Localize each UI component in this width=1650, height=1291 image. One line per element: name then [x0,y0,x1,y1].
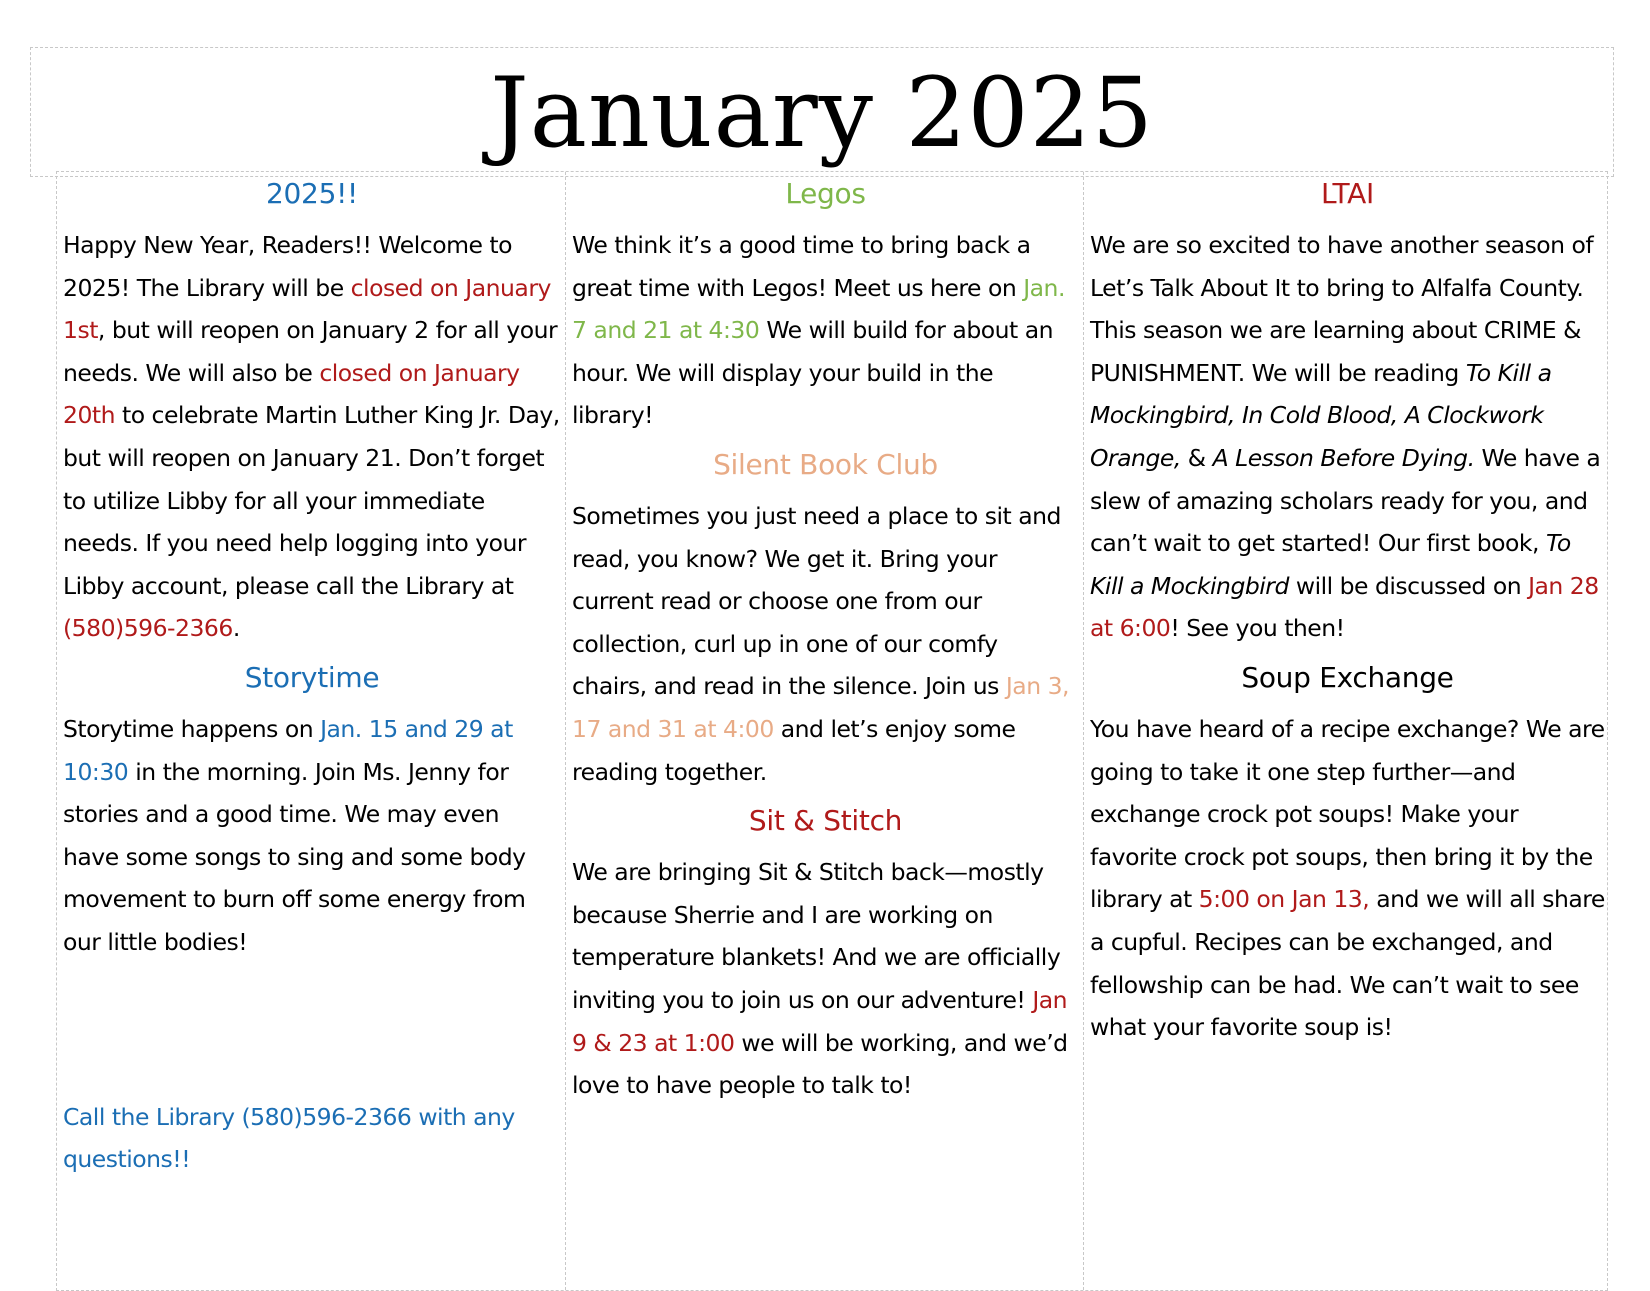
call-library-note: Call the Library (580)596-2366 with any questions!! [63,1102,515,1174]
storytime-paragraph: Storytime happens on Jan. 15 and 29 at 10:30 in the morning. Join Ms. Jenny for stories and a good time. We may even have some songs to sing and some body movement to burn off some energy from our little bodies! [63,714,526,956]
title-box [30,47,1614,177]
library-phone: (580)596-2366 [63,614,233,643]
heading-ltai: LTAI [1321,177,1374,210]
page-title: January 2025 [490,57,1154,169]
heading-storytime: Storytime [244,660,380,694]
heading-soup-exchange: Soup Exchange [1241,660,1454,694]
sit-and-stitch-paragraph: We are bringing Sit & Stitch back—mostly because Sherrie and I are working on temperature blankets! And we are officially inviting you to join us on our adventure! Jan 9 & 23 at 1:00 we will be working, and we’d love to have people to talk to! [572,858,1068,1100]
soup-exchange-paragraph: You have heard of a recipe exchange? We are going to take it one step further—and exchange crock pot soups! Make your favorite crock pot soups, then bring it by the library at 5:00 on Jan 13, and we will all share a cupful. Recipes can be exchanged, and fellowship can be had. We can’t wait to see what your favorite soup is! [1090,714,1605,1042]
silent-book-club-paragraph: Sometimes you just need a place to sit and read, you know? We get it. Bring your current read or choose one from our collection, curl up in one of our comfy chairs, and read in the silence. Join us Jan 3, 17 and 31 at 4:00 and let’s enjoy some reading together. [572,501,1069,786]
ltai-book-list: To Kill a Mockingbird, In Cold Blood, A Clockwork Orange, [1090,358,1552,472]
heading-sit-and-stitch: Sit & Stitch [748,804,903,838]
heading-silent-book-club: Silent Book Club [713,447,938,481]
storytime-dates: Jan. 15 and 29 at 10:30 [63,714,513,786]
sit-and-stitch-dates: Jan 9 & 23 at 1:00 [572,985,1068,1057]
heading-2025: 2025!! [266,177,358,210]
closed-jan-1: closed on January 1st [63,273,551,345]
ltai-paragraph: We are so excited to have another season of Let’s Talk About It to bring to Alfalfa County. This season we are learning about CRIME & PUNISHMENT. We will be reading To Kill a Mockingbird, In Cold Blood, A Clockwork Orange, & A Lesson Before Dying. We have a slew of amazing scholars ready for you, and can’t wait to get started! Our first book, To Kill a Mockingbird will be discussed on Jan 28 at 6:00! See you then! [1090,231,1601,643]
closed-jan-20: closed on January 20th [63,358,520,430]
column-3 [1084,172,1609,1290]
ltai-dates: Jan 28 at 6:00 [1090,571,1599,643]
column-2 [566,172,1084,1290]
legos-dates: Jan. 7 and 21 at 4:30 [572,273,1065,345]
columns-container [56,171,1608,1291]
silent-book-club-dates: Jan 3, 17 and 31 at 4:00 [572,672,1069,743]
new-year-paragraph: Happy New Year, Readers!! Welcome to 2025! The Library will be closed on January 1st, but will reopen on January 2 for all your needs. We will also be closed on January 20th to celebrate Martin Luther King Jr. Day, but will reopen on January 21. Don’t forget to utilize Libby for all your immediate needs. If you need help logging into your Libby account, please call the Library at (580)596-2366. [63,231,560,643]
ltai-book-4: A Lesson Before Dying. [1212,443,1475,472]
heading-legos: Legos [785,177,866,210]
column-1 [57,172,566,1290]
legos-paragraph: We think it’s a good time to bring back a great time with Legos! Meet us here on Jan. 7 and 21 at 4:30 We will build for about an hour. We will display your build in the library! [572,231,1065,430]
ltai-first-book: To Kill a Mockingbird [1090,529,1571,600]
soup-exchange-dates: 5:00 on Jan 13, [1198,885,1370,914]
